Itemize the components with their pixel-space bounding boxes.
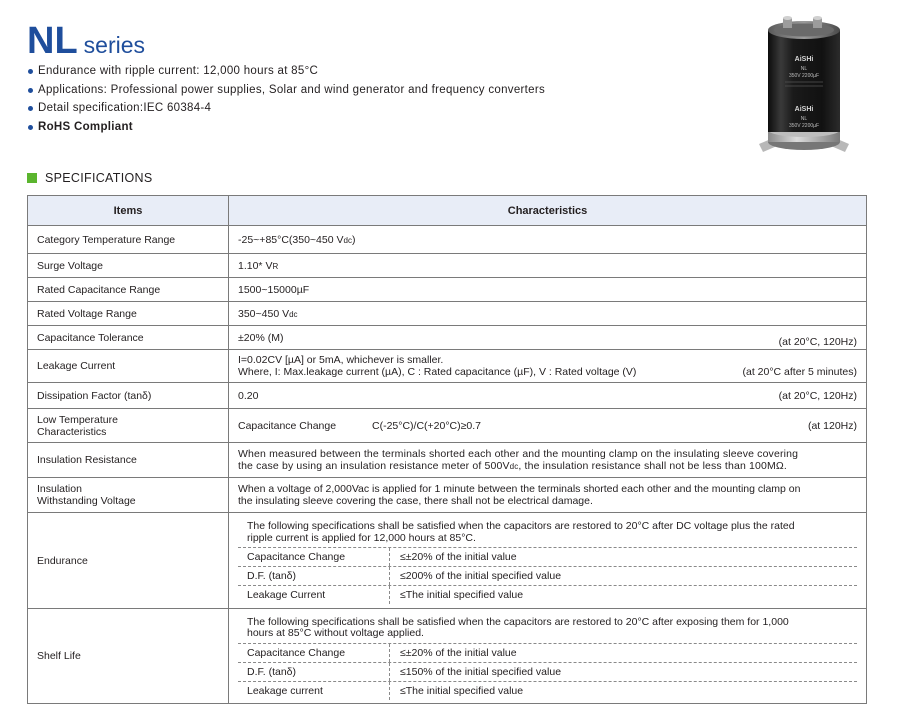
- table-row: [28, 513, 867, 609]
- table-row: [28, 226, 867, 254]
- specifications-table: [27, 195, 867, 704]
- feature-item: Applications: Professional power supplies, Solar and wind generator and frequency converters: [28, 81, 545, 100]
- endurance-subrow: Leakage Current ≤The initial specified value: [238, 586, 857, 604]
- feature-list: [28, 62, 545, 136]
- endurance-subrow: D.F. (tanδ) ≤200% of the initial specified value: [238, 567, 857, 586]
- table-row: [28, 609, 867, 704]
- table-row: [28, 350, 867, 383]
- item-insulation-resistance: Insulation Resistance: [28, 443, 229, 478]
- header-items: Items: [28, 196, 229, 226]
- table-row: [28, 478, 867, 513]
- condition-capacitance-tolerance: (at 20°C, 120Hz): [778, 335, 857, 348]
- value-category-temperature: -25~+85°C(350~450 Vdc): [229, 226, 867, 254]
- condition-low-temp: (at 120Hz): [807, 419, 857, 432]
- item-shelf-life: Shelf Life: [28, 609, 229, 704]
- item-rated-capacitance: Rated Capacitance Range: [28, 278, 229, 302]
- value-dissipation-factor: 0.20: [238, 389, 259, 402]
- series-word: series: [83, 32, 146, 58]
- endurance-subrow: Capacitance Change ≤±20% of the initial value: [238, 548, 857, 567]
- table-row: [28, 278, 867, 302]
- item-endurance: Endurance: [28, 513, 229, 609]
- condition-dissipation: (at 20°C, 120Hz): [778, 389, 857, 402]
- product-brand-label: AiSHi: [794, 56, 814, 63]
- product-model-label-lower: NL: [800, 116, 808, 122]
- series-code: NL: [27, 20, 78, 62]
- value-capacitance-tolerance: ±20% (M): [238, 331, 284, 344]
- condition-leakage: (at 20°C after 5 minutes): [742, 366, 857, 378]
- table-row: [28, 302, 867, 326]
- table-header-row: [28, 196, 867, 226]
- item-category-temperature: Category Temperature Range: [28, 226, 229, 254]
- value-surge-voltage: 1.10* VR: [229, 254, 867, 278]
- item-leakage-current: Leakage Current: [28, 350, 229, 383]
- header-characteristics: Characteristics: [229, 196, 867, 226]
- item-capacitance-tolerance: Capacitance Tolerance: [28, 326, 229, 350]
- value-low-temp: C(-25°C)/C(+20°C)≥0.7: [372, 419, 481, 432]
- shelf-life-subrow: Leakage current ≤The initial specified value: [238, 682, 857, 700]
- shelf-life-subrow: Capacitance Change ≤±20% of the initial value: [238, 644, 857, 663]
- feature-item: Detail specification:IEC 60384-4: [28, 99, 545, 118]
- item-low-temperature: Low Temperature Characteristics: [28, 409, 229, 443]
- item-insulation-withstanding: Insulation Withstanding Voltage: [28, 478, 229, 513]
- shelf-life-subrow: D.F. (tanδ) ≤150% of the initial specified value: [238, 663, 857, 682]
- table-row: [28, 409, 867, 443]
- table-row: [28, 383, 867, 409]
- label-low-temp-cap-change: Capacitance Change: [238, 419, 337, 432]
- value-insulation-line1: When measured between the terminals shorted each other and the mounting clamp on the insulating sleeve covering: [238, 447, 799, 460]
- endurance-intro: The following specifications shall be satisfied when the capacitors are restored to 20°C after DC voltage plus the rated ripple current is applied for 12,000 hours at 85°C.: [238, 517, 857, 548]
- value-withstanding-line2: the insulating sleeve covering the case, there shall not be electrical damage.: [238, 495, 593, 507]
- product-rating-label: 350V 2200µF: [788, 73, 820, 79]
- series-title: [27, 20, 145, 60]
- table-row: [28, 443, 867, 478]
- table-row: [28, 254, 867, 278]
- product-rating-label-lower: 350V 2200µF: [788, 123, 820, 129]
- product-brand-label-lower: AiSHi: [794, 106, 814, 113]
- value-rated-voltage: 350~450 Vdc: [229, 302, 867, 326]
- item-rated-voltage: Rated Voltage Range: [28, 302, 229, 326]
- value-leakage-line1: I=0.02CV [µA] or 5mA, whichever is smaller.: [238, 354, 444, 366]
- feature-item: Endurance with ripple current: 12,000 hours at 85°C: [28, 62, 545, 81]
- value-insulation-line2: the case by using an insulation resistance meter of 500Vdc, the insulation resistance shall not be less than 100MΩ.: [238, 459, 787, 472]
- table-row: [28, 326, 867, 350]
- specifications-title: SPECIFICATIONS: [45, 171, 153, 185]
- item-surge-voltage: Surge Voltage: [28, 254, 229, 278]
- specifications-heading: [27, 171, 152, 185]
- feature-item-rohs: RoHS Compliant: [28, 118, 545, 137]
- value-rated-capacitance: 1500~15000µF: [229, 278, 867, 302]
- shelf-life-intro: The following specifications shall be satisfied when the capacitors are restored to 20°C after exposing them for 1,000 hours at 85°C without voltage applied.: [238, 613, 857, 644]
- value-leakage-line2: Where, I: Max.leakage current (µA), C : Rated capacitance (µF), V : Rated voltage (V): [238, 366, 637, 378]
- value-withstanding-line1: When a voltage of 2,000Vac is applied for 1 minute between the terminals shorted each other and the mounting clamp on: [238, 483, 801, 495]
- product-model-label: NL: [800, 66, 808, 72]
- item-dissipation-factor: Dissipation Factor (tanδ): [28, 383, 229, 409]
- capacitor-product-image: [755, 12, 853, 158]
- green-square-icon: [27, 173, 37, 183]
